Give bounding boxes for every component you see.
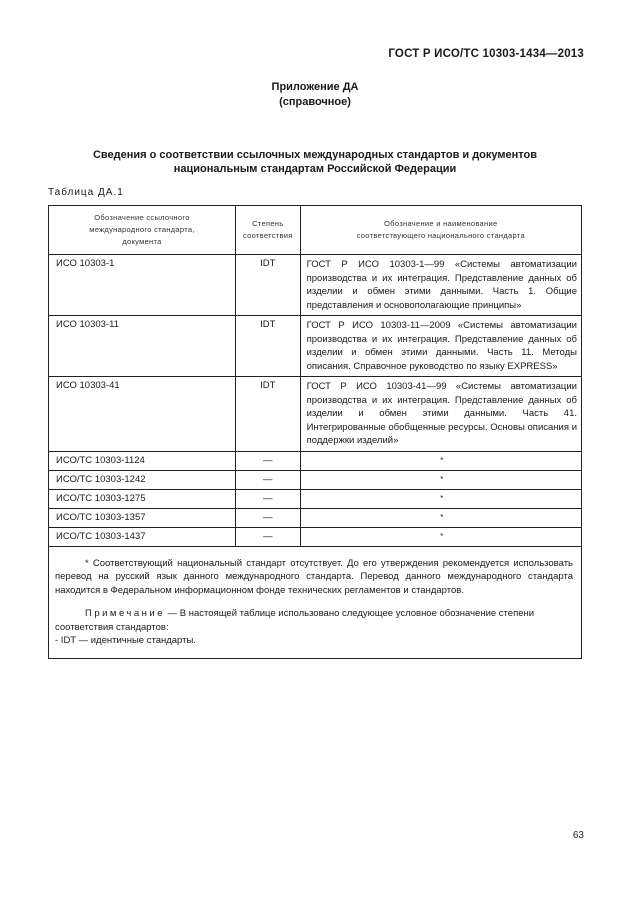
degree-cell: —: [235, 470, 300, 489]
header-line: Степень: [252, 219, 284, 228]
column-header-reference: [49, 206, 236, 255]
degree-cell: IDT: [235, 377, 300, 452]
table-row: [49, 451, 582, 470]
section-title-line-1: Сведения о соответствии ссылочных международных стандартов и документов: [92, 149, 538, 161]
table-notes-cell: [49, 546, 582, 658]
degree-cell: —: [235, 527, 300, 546]
national-standard-cell: ГОСТ Р ИСО 10303-41—99 «Системы автоматизации производства и их интеграция. Представление данных об изделии и обмен этими данными. Часть 41. Интегрированные обобщенные ресурсы. Основы описания и поддержки изделий»: [300, 377, 581, 452]
national-standard-cell: ГОСТ Р ИСО 10303-1—99 «Системы автоматизации производства и их интеграция. Представление данных об изделии и обмен этими данными. Часть 1. Общие представления и основополагающие принципы»: [300, 255, 581, 316]
table-note: [55, 607, 573, 634]
degree-cell: —: [235, 451, 300, 470]
footnote-mark-cell: *: [300, 527, 581, 546]
header-line: международного стандарта,: [89, 225, 195, 234]
table-row: [49, 508, 582, 527]
degree-cell: IDT: [235, 255, 300, 316]
note-text: — В настоящей таблице использовано следующее условное обозначение степени соответствия стандартов:: [55, 608, 535, 633]
note-label: Примечание: [85, 608, 165, 619]
table-row: [49, 316, 582, 377]
header-line: документа: [122, 237, 162, 246]
reference-cell: ИСО/ТС 10303-1437: [49, 527, 236, 546]
footnote-mark-cell: *: [300, 451, 581, 470]
table-row: [49, 470, 582, 489]
reference-cell: ИСО 10303-41: [49, 377, 236, 452]
national-standard-cell: ГОСТ Р ИСО 10303-11—2009 «Системы автоматизации производства и их интеграция. Представление данных об изделии и обмен этими данными. Часть 11. Методы описания. Справочное руководство по языку EXPRESS»: [300, 316, 581, 377]
column-header-national: [300, 206, 581, 255]
table-row: [49, 527, 582, 546]
footnote-mark-cell: *: [300, 508, 581, 527]
reference-cell: ИСО 10303-1: [49, 255, 236, 316]
appendix-heading: [0, 80, 630, 110]
reference-cell: ИСО/ТС 10303-1357: [49, 508, 236, 527]
appendix-subtitle: (справочное): [279, 96, 351, 108]
reference-cell: ИСО/ТС 10303-1124: [49, 451, 236, 470]
table-label: Таблица ДА.1: [48, 187, 124, 198]
footnote-mark-cell: *: [300, 470, 581, 489]
page-number: 63: [572, 830, 584, 841]
section-title: [0, 148, 630, 176]
reference-cell: ИСО/ТС 10303-1242: [49, 470, 236, 489]
table-notes-row: [49, 546, 582, 658]
header-line: Обозначение ссылочного: [94, 213, 190, 222]
degree-cell: IDT: [235, 316, 300, 377]
note-list-item: - IDT — идентичные стандарты.: [55, 635, 196, 646]
header-line: соответствующего национального стандарта: [356, 231, 525, 240]
table-footnote: * Соответствующий национальный стандарт отсутствует. До его утверждения рекомендуется использовать перевод на русский язык данного международного стандарта. Перевод данного международного стандарта находится в Федеральном информационном фонде технических регламентов и стандартов.: [55, 557, 573, 596]
table-header-row: [49, 206, 582, 255]
footnote-mark-cell: *: [300, 489, 581, 508]
table-row: [49, 377, 582, 452]
header-line: Обозначение и наименование: [384, 219, 498, 228]
table-row: [49, 489, 582, 508]
degree-cell: —: [235, 489, 300, 508]
correspondence-table: [48, 205, 582, 659]
header-line: соответствия: [242, 231, 293, 240]
column-header-degree: [235, 206, 300, 255]
document-code-header: ГОСТ Р ИСО/ТС 10303-1434—2013: [388, 48, 584, 60]
reference-cell: ИСО/ТС 10303-1275: [49, 489, 236, 508]
section-title-line-2: национальным стандартам Российской Федерации: [173, 163, 457, 175]
reference-cell: ИСО 10303-11: [49, 316, 236, 377]
appendix-title: Приложение ДА: [271, 81, 359, 93]
table-row: [49, 255, 582, 316]
degree-cell: —: [235, 508, 300, 527]
